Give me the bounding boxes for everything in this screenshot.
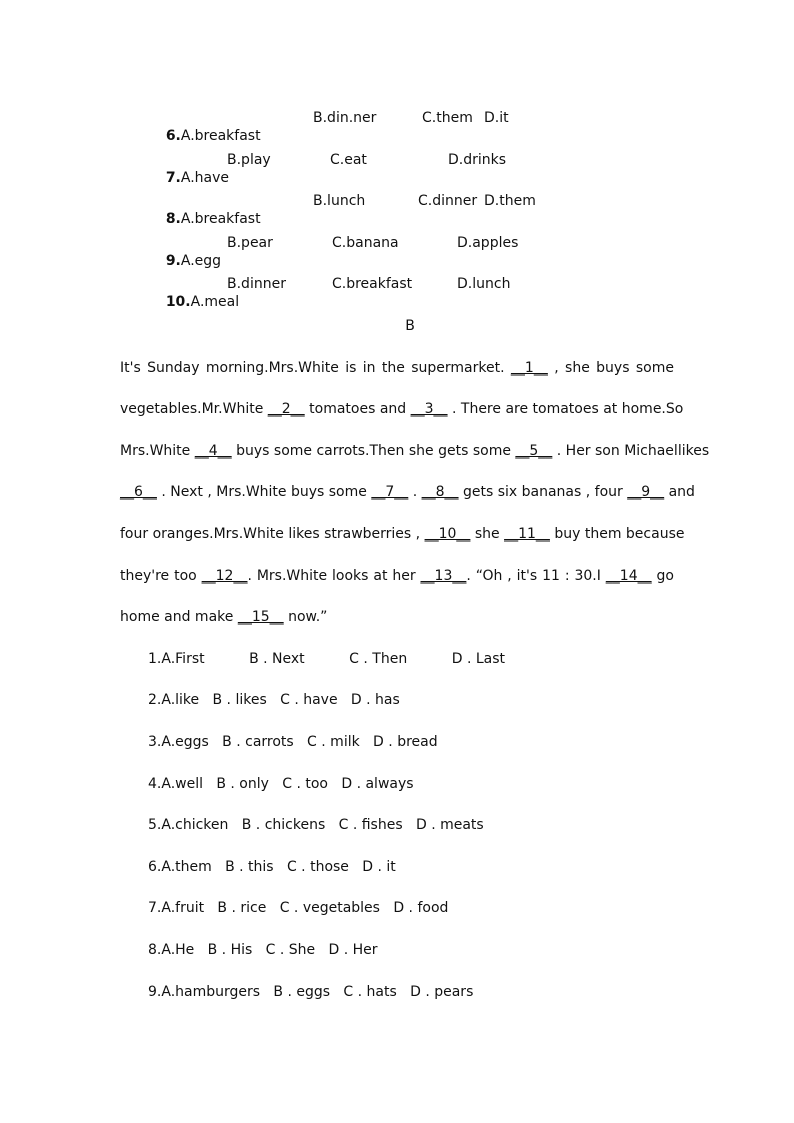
answer-blank: __5__ [515,443,553,459]
option-a: A.have [180,170,230,186]
option-c: C.breakfast [332,276,413,292]
option-b: B.play [227,152,271,168]
answer-blank: __10__ [424,526,471,542]
passage-text: Mrs.White [120,443,195,459]
answer-blank: __4__ [194,443,232,459]
question-row: 4.A.well B . only C . too D . always [148,776,414,792]
passage-text: go [651,568,674,584]
answer-blank: __13__ [420,568,467,584]
option-d: D.lunch [457,276,511,292]
option-a: A.breakfast [180,211,261,227]
option-b: B.pear [227,235,273,251]
answer-blank: __15__ [237,609,284,625]
passage-text: . Her son Michaellikes [552,443,710,459]
passage-text: . Next , Mrs.White buys some [156,484,372,500]
question-row: 8.A.He B . His C . She D . Her [148,942,378,958]
option-a: A.breakfast [180,128,261,144]
option-a: A.egg [180,253,222,269]
question-number: 9. [165,253,181,269]
question-row: 1.A.First B . Next C . Then D . Last [148,651,506,667]
passage-text: . Mrs.White looks at her [247,568,421,584]
option-d: D.it [484,110,509,126]
answer-blank: __14__ [605,568,652,584]
question-row: 7.A.fruit B . rice C . vegetables D . food [148,900,449,916]
passage-text: vegetables.Mr.White [120,401,268,417]
passage-text: tomatoes and [304,401,411,417]
answer-blank: __3__ [410,401,448,417]
answer-blank: __7__ [371,484,409,500]
question-row: 5.A.chicken B . chickens C . fishes D . meats [148,817,484,833]
passage-text: It's Sunday morning.Mrs.White is in the supermarket. [120,360,511,376]
passage-text: . “Oh , it's 11 : 30.I [466,568,606,584]
passage-line [120,400,684,418]
question-number: 8. [165,211,181,227]
option-c: C.them [422,110,473,126]
question-number: 10. [165,294,191,310]
passage-line [120,442,710,460]
passage-text: gets six bananas , four [458,484,628,500]
answer-blank: __1__ [510,360,548,376]
answer-blank: __12__ [201,568,248,584]
passage-line [120,608,674,626]
answer-blank: __9__ [627,484,665,500]
passage-text: she [470,526,505,542]
passage-text: . [408,484,422,500]
answer-blank: __11__ [504,526,550,542]
option-d: D.drinks [448,152,507,168]
question-row: 6.A.them B . this C . those D . it [148,859,396,875]
option-a: A.meal [190,294,240,310]
answer-blank: __6__ [120,484,157,500]
passage-text: four oranges.Mrs.White likes strawberries , [120,526,425,542]
passage-line [120,567,674,585]
passage-text: , she buys some [547,360,674,376]
section-heading: B [405,318,415,334]
passage-text: and [664,484,695,500]
question-row: 9.A.hamburgers B . eggs C . hats D . pears [148,984,474,1000]
option-b: B.lunch [313,193,366,209]
passage-text: . There are tomatoes at home.So [447,401,684,417]
passage-text: buys some carrots.Then she gets some [231,443,516,459]
question-number: 6. [165,128,181,144]
option-c: C.eat [330,152,367,168]
passage-line [120,483,695,501]
passage-text: home and make [120,609,238,625]
option-b: B.din.ner [313,110,377,126]
passage-line [120,525,685,543]
question-number: 7. [165,170,181,186]
option-d: D.apples [457,235,519,251]
passage-text: now.” [283,609,328,625]
passage-text: they're too [120,568,202,584]
question-row: 2.A.like B . likes C . have D . has [148,692,400,708]
option-c: C.dinner [418,193,478,209]
passage-text: buy them because [549,526,685,542]
option-b: B.dinner [227,276,286,292]
option-c: C.banana [332,235,399,251]
question-row: 3.A.eggs B . carrots C . milk D . bread [148,734,438,750]
answer-blank: __8__ [421,484,459,500]
answer-blank: __2__ [267,401,305,417]
passage-line [120,359,674,377]
option-d: D.them [484,193,536,209]
